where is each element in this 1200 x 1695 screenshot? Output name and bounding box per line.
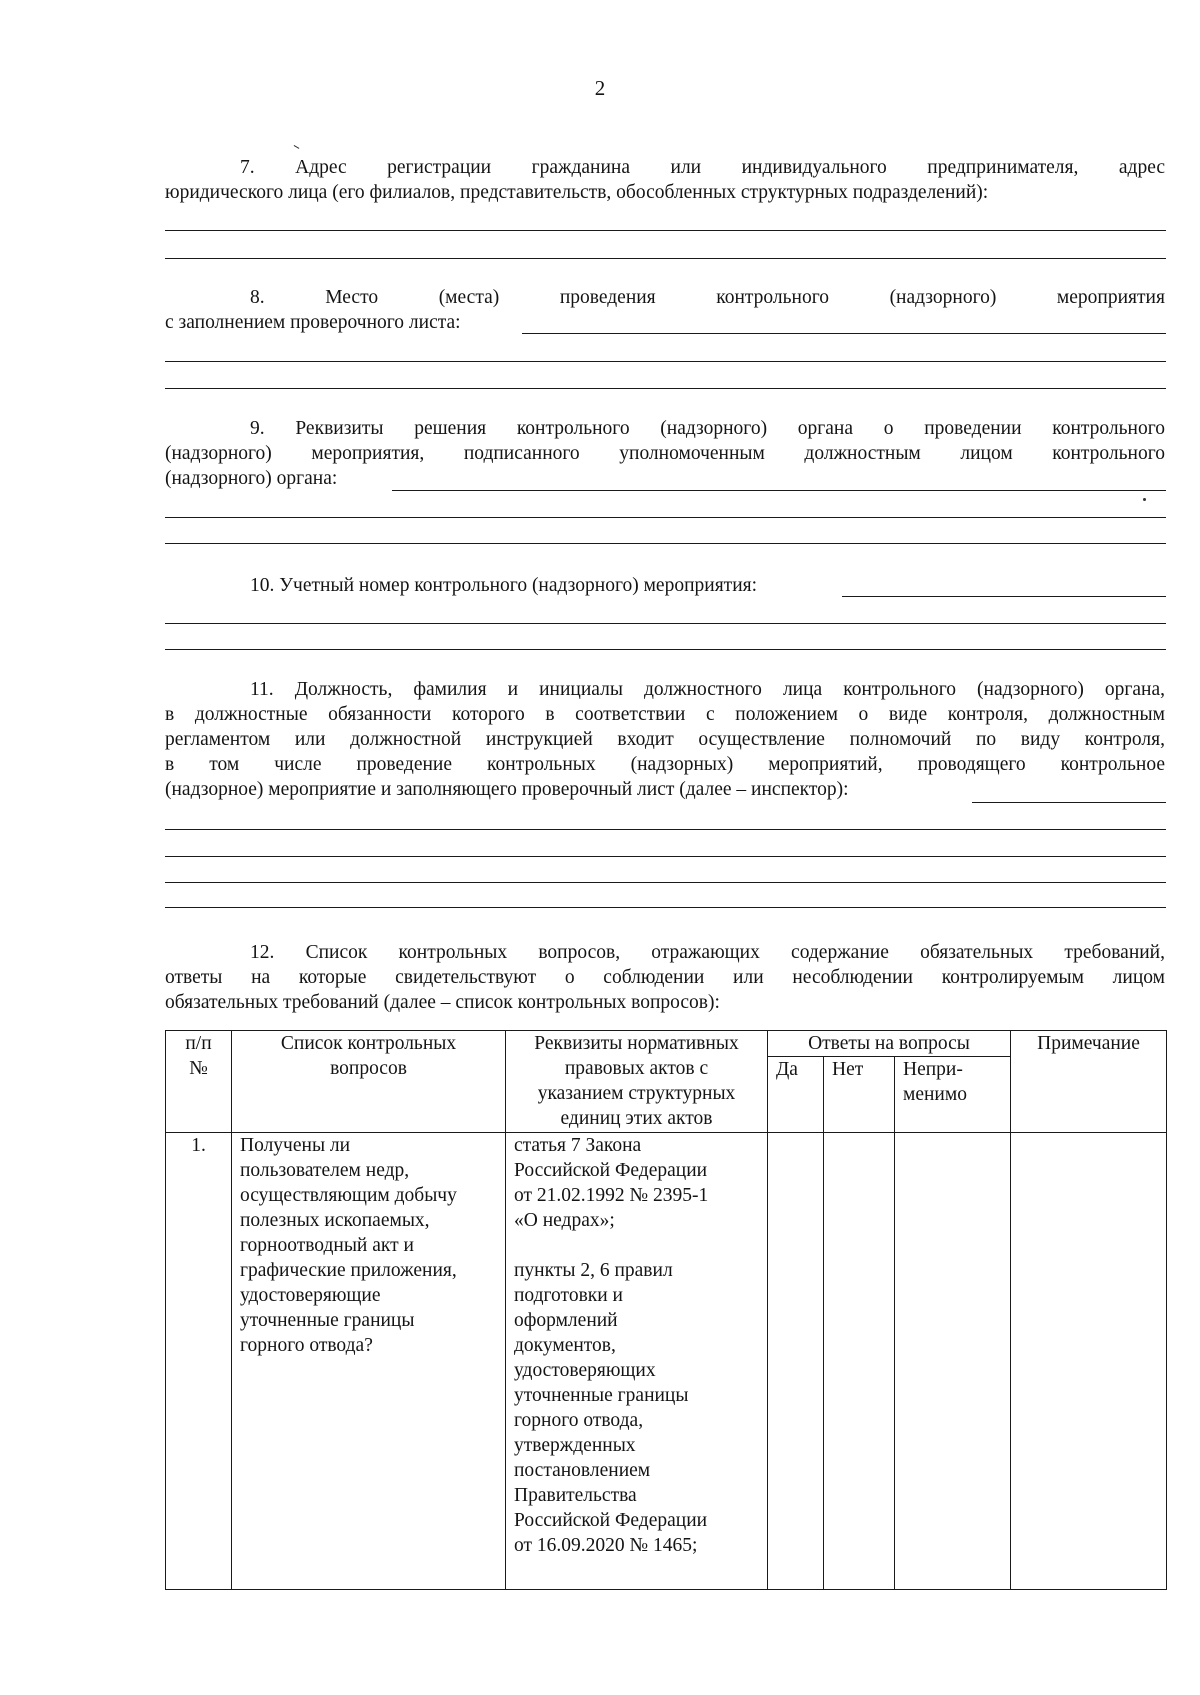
answer-yes-cell[interactable] xyxy=(768,1133,824,1590)
item-9-inline-field[interactable] xyxy=(392,490,1166,491)
item-12-line-2: ответы на которые свидетельствуют о соблюдении или несоблюдении контролируемым лицом xyxy=(165,967,1165,988)
item-11-line-3: регламентом или должностной инструкцией входит осуществление полномочий по виду контроля, xyxy=(165,729,1165,750)
header-note: Примечание xyxy=(1011,1031,1167,1133)
header-questions: Список контрольных вопросов xyxy=(232,1031,506,1133)
item-11-line-1: 11. Должность, фамилия и инициалы должностного лица контрольного (надзорного) органа, xyxy=(250,679,1165,700)
item-10 xyxy=(165,573,1165,598)
row-requisites: статья 7 Закона Российской Федерации от 21.02.1992 № 2395-1 «О недрах»; пункты 2, 6 правил подготовки и оформлений документов, удостоверяющих уточненные границы горного отвода, утвержденных постановлением Правительства Российской Федерации от 16.09.2020 № 1465; xyxy=(506,1133,768,1590)
pen-mark xyxy=(291,145,300,154)
speck xyxy=(1143,498,1146,501)
checklist-table xyxy=(165,1030,1167,1590)
item-9-line-2: (надзорного) мероприятия, подписанного уполномоченным должностным лицом контрольного xyxy=(165,443,1165,464)
item-8-line-2: с заполнением проверочного листа: xyxy=(165,312,461,333)
item-8-line-1: 8. Место (места) проведения контрольного (надзорного) мероприятия xyxy=(250,287,1165,308)
item-9 xyxy=(165,416,1165,491)
item-7-line-2: юридического лица (его филиалов, представительств, обособленных структурных подразделений): xyxy=(165,182,989,203)
item-11-line-2: в должностные обязанности которого в соответствии с положением о виде контроля, должностным xyxy=(165,704,1165,725)
header-not-applicable: Непри- менимо xyxy=(895,1057,1011,1133)
item-7-line-1: 7. Адрес регистрации гражданина или индивидуального предпринимателя, адрес xyxy=(240,157,1165,178)
item-8 xyxy=(165,285,1165,335)
answer-no-cell[interactable] xyxy=(824,1133,895,1590)
item-7 xyxy=(165,155,1165,205)
item-9-answer-line-2[interactable] xyxy=(165,543,1166,544)
item-12-line-1: 12. Список контрольных вопросов, отражающих содержание обязательных требований, xyxy=(250,942,1165,963)
table-row xyxy=(166,1133,1167,1590)
item-12 xyxy=(165,940,1165,1015)
note-cell[interactable] xyxy=(1011,1133,1167,1590)
header-no: Нет xyxy=(824,1057,895,1133)
answer-not-applicable-cell[interactable] xyxy=(895,1133,1011,1590)
item-10-answer-line-1[interactable] xyxy=(165,623,1166,624)
item-11-answer-line-3[interactable] xyxy=(165,882,1166,883)
item-8-answer-line-1[interactable] xyxy=(165,361,1166,362)
item-8-inline-field[interactable] xyxy=(522,333,1166,334)
item-11 xyxy=(165,677,1165,802)
header-yes: Да xyxy=(768,1057,824,1133)
item-11-answer-line-2[interactable] xyxy=(165,856,1166,857)
item-7-answer-line-2[interactable] xyxy=(165,258,1166,259)
item-11-answer-line-1[interactable] xyxy=(165,829,1166,830)
item-9-line-1: 9. Реквизиты решения контрольного (надзорного) органа о проведении контрольного xyxy=(250,418,1165,439)
item-10-inline-field[interactable] xyxy=(842,596,1166,597)
item-11-line-4: в том числе проведение контрольных (надзорных) мероприятий, проводящего контрольное xyxy=(165,754,1165,775)
item-11-line-5: (надзорное) мероприятие и заполняющего проверочный лист (далее – инспектор): xyxy=(165,779,849,800)
row-question: Получены ли пользователем недр, осуществляющим добычу полезных ископаемых, горноотводный акт и графические приложения, удостоверяющие уточненные границы горного отвода? xyxy=(232,1133,506,1590)
item-7-answer-line-1[interactable] xyxy=(165,230,1166,231)
item-10-text: 10. Учетный номер контрольного (надзорного) мероприятия: xyxy=(250,575,758,596)
item-11-answer-line-4[interactable] xyxy=(165,907,1166,908)
item-10-answer-line-2[interactable] xyxy=(165,649,1166,650)
item-8-answer-line-2[interactable] xyxy=(165,388,1166,389)
table-header-row-1 xyxy=(166,1031,1167,1057)
header-requisites: Реквизиты нормативных правовых актов с указанием структурных единиц этих актов xyxy=(506,1031,768,1133)
header-answers: Ответы на вопросы xyxy=(768,1031,1011,1057)
item-9-answer-line-1[interactable] xyxy=(165,517,1166,518)
page-number: 2 xyxy=(594,76,606,100)
item-12-line-3: обязательных требований (далее – список контрольных вопросов): xyxy=(165,992,720,1013)
row-number: 1. xyxy=(166,1133,232,1590)
header-number: п/п № xyxy=(166,1031,232,1133)
item-11-inline-field[interactable] xyxy=(972,802,1166,803)
item-9-line-3: (надзорного) органа: xyxy=(165,468,338,489)
